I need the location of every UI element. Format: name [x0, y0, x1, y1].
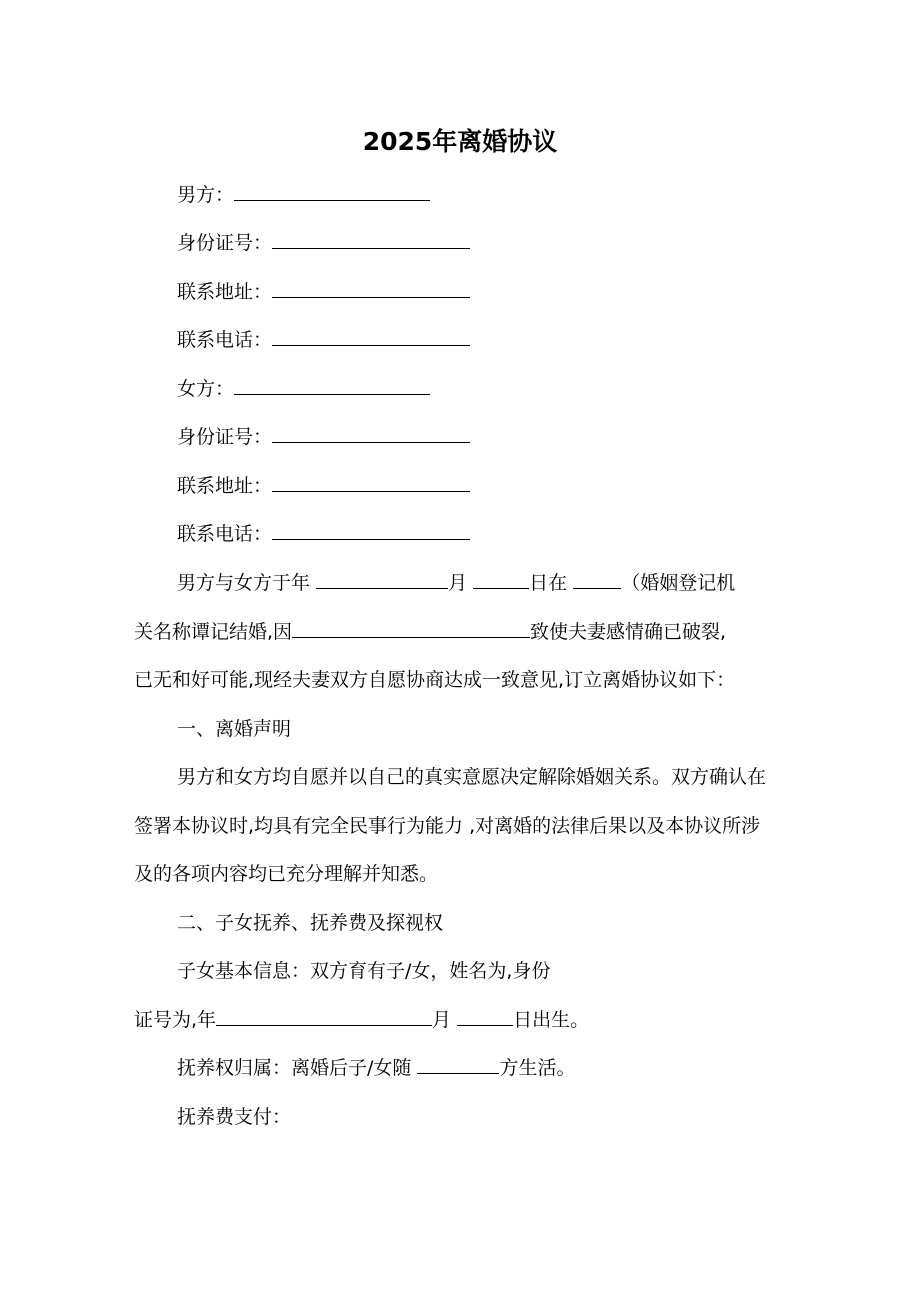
- female-name-blank[interactable]: [234, 376, 430, 395]
- child-birth-line: [134, 1007, 589, 1033]
- female-address-label: 联系地址：: [177, 475, 273, 497]
- birth-month-blank[interactable]: [457, 1007, 513, 1026]
- female-address-blank[interactable]: [272, 473, 470, 492]
- birth-text-1: 证号为,年: [134, 1009, 217, 1031]
- male-id-row: [177, 230, 470, 256]
- male-id-label: 身份证号：: [177, 232, 273, 254]
- document-title: 2025年离婚协议: [362, 127, 558, 156]
- marriage-text-1: 男方与女方于年: [177, 572, 311, 594]
- section-1-heading: 一、离婚声明: [177, 718, 292, 740]
- male-label: 男方：: [177, 184, 235, 206]
- male-address-row: [177, 279, 470, 305]
- male-phone-label: 联系电话：: [177, 329, 273, 351]
- birth-year-blank[interactable]: [216, 1007, 432, 1026]
- birth-text-3: 日出生。: [513, 1009, 590, 1031]
- marriage-place-blank[interactable]: [573, 570, 621, 589]
- section-1-line-2: 签署本协议时,均具有完全民事行为能力 ,对离婚的法律后果以及本协议所涉: [134, 815, 761, 837]
- female-id-blank[interactable]: [272, 424, 470, 443]
- custody-party-blank[interactable]: [417, 1055, 499, 1074]
- female-id-row: [177, 424, 470, 450]
- marriage-text-6: 致使夫妻感情确已破裂,: [530, 621, 727, 643]
- birth-text-2: 月: [432, 1009, 452, 1031]
- marriage-text-3: 日在: [529, 572, 568, 594]
- marriage-line-3: 已无和好可能,现经夫妻双方自愿协商达成一致意见,订立离婚协议如下：: [134, 669, 736, 691]
- marriage-month-blank[interactable]: [473, 570, 529, 589]
- male-id-blank[interactable]: [272, 230, 470, 249]
- female-label: 女方：: [177, 378, 235, 400]
- female-name-row: [177, 376, 430, 402]
- marriage-line-1: [177, 570, 735, 596]
- male-name-blank[interactable]: [234, 182, 430, 201]
- female-address-row: [177, 473, 470, 499]
- female-phone-row: [177, 521, 470, 547]
- female-phone-blank[interactable]: [272, 521, 470, 540]
- child-info-line: 子女基本信息：双方育有子/女，姓名为,身份: [177, 960, 551, 982]
- marriage-line-2: [134, 619, 726, 645]
- male-phone-row: [177, 327, 470, 353]
- custody-text-1: 抚养权归属：离婚后子/女随: [177, 1057, 412, 1079]
- marriage-text-2: 月: [448, 572, 468, 594]
- marriage-year-blank[interactable]: [316, 570, 448, 589]
- male-address-label: 联系地址：: [177, 281, 273, 303]
- female-id-label: 身份证号：: [177, 426, 273, 448]
- section-1-line-1: 男方和女方均自愿并以自己的真实意愿决定解除婚姻关系。双方确认在: [177, 766, 767, 788]
- female-phone-label: 联系电话：: [177, 523, 273, 545]
- marriage-text-5: 关名称谭记结婚,因: [134, 621, 293, 643]
- male-name-row: [177, 182, 430, 208]
- marriage-reason-blank[interactable]: [292, 619, 530, 638]
- custody-line: [177, 1055, 575, 1081]
- custody-text-2: 方生活。: [499, 1057, 576, 1079]
- male-address-blank[interactable]: [272, 279, 470, 298]
- marriage-text-4: （婚姻登记机: [621, 572, 736, 594]
- male-phone-blank[interactable]: [272, 327, 470, 346]
- section-2-heading: 二、子女抚养、抚养费及探视权: [177, 912, 444, 934]
- support-payment-line: 抚养费支付：: [177, 1106, 292, 1128]
- section-1-line-3: 及的各项内容均已充分理解并知悉。: [134, 863, 439, 885]
